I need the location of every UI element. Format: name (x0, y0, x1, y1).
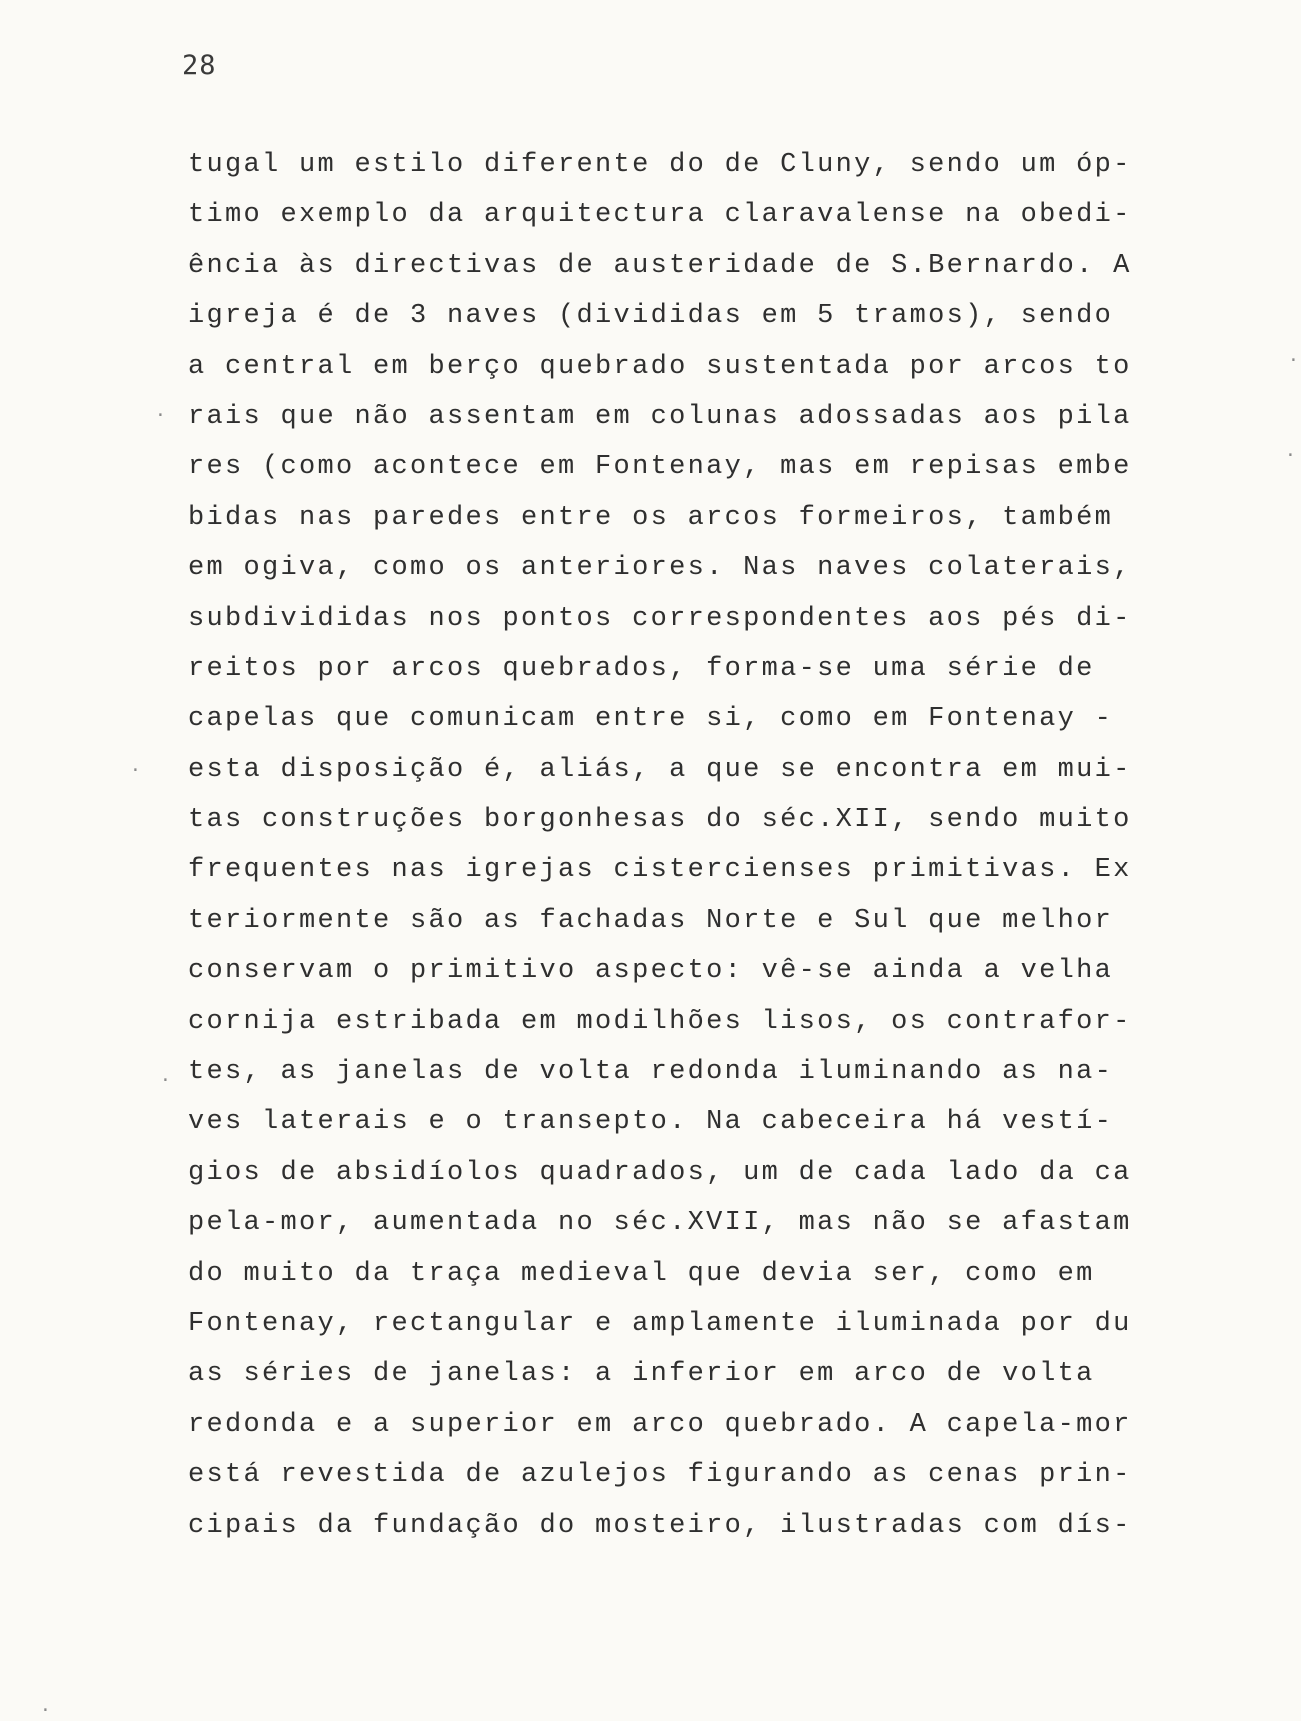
text-line: timo exemplo da arquitectura claravalense na obedi- (188, 200, 1132, 231)
text-line: redonda e a superior em arco quebrado. A capela-mor (188, 1409, 1132, 1440)
text-line: Fontenay, rectangular e amplamente iluminada por du (188, 1308, 1132, 1339)
text-line: bidas nas paredes entre os arcos formeiros, também (188, 502, 1114, 533)
text-line: ência às directivas de austeridade de S.Bernardo. A (188, 250, 1132, 281)
text-line: reitos por arcos quebrados, forma-se uma série de (188, 653, 1095, 684)
text-line: em ogiva, como os anteriores. Nas naves colaterais, (188, 553, 1132, 584)
text-line: tes, as janelas de volta redonda iluminando as na- (188, 1057, 1114, 1088)
text-line: ves laterais e o transepto. Na cabeceira há vestí- (188, 1107, 1114, 1138)
scan-speck: · (160, 1070, 171, 1091)
text-line: capelas que comunicam entre si, como em Fontenay - (188, 704, 1114, 735)
text-line: cornija estribada em modilhões lisos, os contrafor- (188, 1006, 1132, 1037)
text-line: frequentes nas igrejas cistercienses primitivas. Ex (188, 855, 1132, 886)
text-line: igreja é de 3 naves (divididas em 5 tramos), sendo (188, 301, 1114, 332)
text-line: conservam o primitivo aspecto: vê-se ainda a velha (188, 956, 1114, 987)
text-line: subdivididas nos pontos correspondentes aos pés di- (188, 603, 1132, 634)
text-line: tugal um estilo diferente do de Cluny, sendo um óp- (188, 150, 1132, 180)
scan-speck: · (1288, 350, 1299, 371)
text-line: cipais da fundação do mosteiro, ilustradas com dís- (188, 1510, 1132, 1541)
text-line: gios de absidíolos quadrados, um de cada lado da ca (188, 1157, 1132, 1188)
text-line: pela-mor, aumentada no séc.XVII, mas não se afastam (188, 1208, 1132, 1239)
text-line: a central em berço quebrado sustentada por arcos to (188, 351, 1132, 382)
body-paragraph (188, 140, 1248, 1551)
text-line: as séries de janelas: a inferior em arco de volta (188, 1359, 1095, 1390)
text-line: tas construções borgonhesas do séc.XII, sendo muito (188, 805, 1132, 836)
text-line: do muito da traça medieval que devia ser, como em (188, 1258, 1095, 1289)
text-line: esta disposição é, aliás, a que se encontra em mui- (188, 754, 1132, 785)
scan-speck: · (40, 1700, 51, 1721)
scan-speck: · (155, 405, 166, 426)
scan-speck: · (1285, 445, 1296, 466)
text-line: res (como acontece em Fontenay, mas em repisas embe (188, 452, 1132, 483)
page-number: 28 (182, 50, 217, 81)
text-line: rais que não assentam em colunas adossadas aos pila (188, 401, 1132, 432)
text-line: está revestida de azulejos figurando as cenas prin- (188, 1460, 1132, 1491)
scan-speck: · (130, 760, 141, 781)
text-line: teriormente são as fachadas Norte e Sul que melhor (188, 905, 1114, 936)
